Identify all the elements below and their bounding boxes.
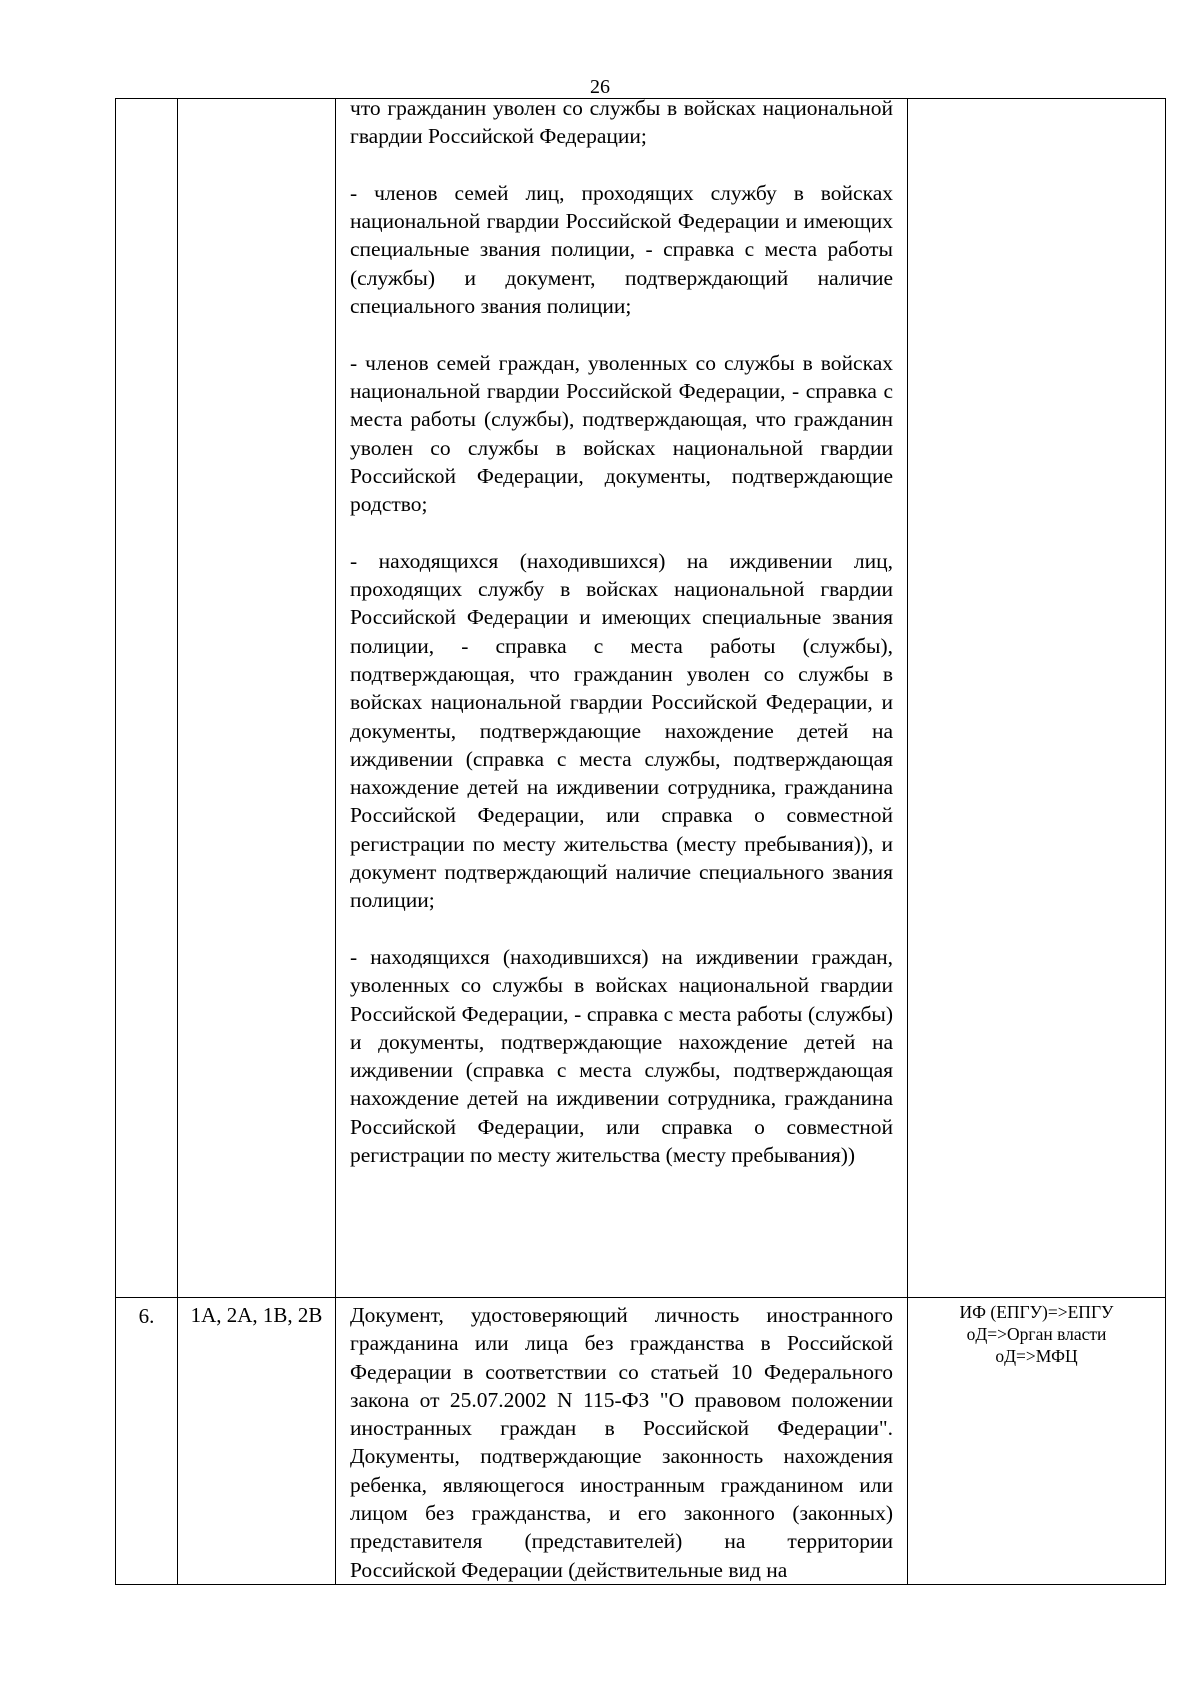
description-paragraph: что гражданин уволен со службы в войсках национальной гвардии Российской Федерации; [350,96,893,149]
route-line: оД=>Орган власти [966,1324,1107,1344]
table-row [116,1298,1166,1585]
page-number: 26 [590,76,610,98]
applicant-category-cell [178,99,336,1298]
description-paragraph: Документ, удостоверяющий личность иностранного гражданина или лица без гражданства в Российской Федерации в соответствии со статьей 10 Федерального закона от 25.07.2002 N 115-ФЗ "О правовом положении иностранных граждан в Российской Федерации". Документы, подтверждающие законность нахождения ребенка, являющегося иностранным гражданином или лицом без гражданства, и его законного (законных) представителя (представителей) на территории Российской Федерации (действительные вид на [350,1303,893,1582]
description-paragraph: - находящихся (находившихся) на иждивении граждан, уволенных со службы в войсках национальной гвардии Российской Федерации, - справка с места работы (службы) и документы, подтверждающие нахождение детей на иждивении (справка с места службы, подтверждающая нахождение детей на иждивении сотрудника, гражданина Российской Федерации, или справка о совместной регистрации по месту жительства (месту пребывания)) [350,944,893,1167]
route-line: оД=>МФЦ [995,1346,1078,1366]
row-number-cell: 6. [116,1298,178,1585]
document-description-cell [336,96,908,1298]
documents-table [115,98,1166,1585]
table-row [116,99,1166,1298]
description-paragraph: - находящихся (находившихся) на иждивении лиц, проходящих службу в войсках национальной гвардии Российской Федерации и имеющих специальные звания полиции, - справка с места работы (службы), подтверждающая, что гражданин уволен со службы в войсках национальной гвардии Российской Федерации, и документы, подтверждающие нахождение детей на иждивении (справка с места службы, подтверждающая нахождение детей на иждивении сотрудника, гражданина Российской Федерации, или справка о совместной регистрации по месту жительства (месту пребывания)), и документ подтверждающий наличие специального звания полиции; [350,548,893,913]
description-paragraph: - членов семей граждан, уволенных со службы в войсках национальной гвардии Российской Федерации, - справка с места работы (службы), подтверждающая, что гражданин уволен со службы в войсках национальной гвардии Российской Федерации, документы, подтверждающие родство; [350,350,893,517]
document-description-cell [336,1298,908,1585]
submission-route-cell [908,1298,1166,1585]
submission-route-cell [908,99,1166,1298]
row-number-cell [116,99,178,1298]
route-line: ИФ (ЕПГУ)=>ЕПГУ [959,1302,1114,1322]
description-paragraph: - членов семей лиц, проходящих службу в войсках национальной гвардии Российской Федерации и имеющих специальные звания полиции, - справка с места работы (службы) и документ, подтверждающий наличие специального звания полиции; [350,180,893,319]
applicant-category-cell: 1А, 2А, 1В, 2В [178,1298,336,1585]
